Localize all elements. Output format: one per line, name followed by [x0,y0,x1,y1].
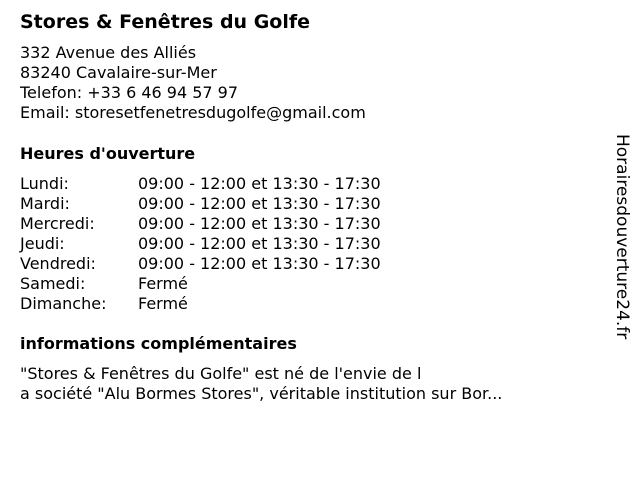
site-watermark: Horairesdouverture24.fr [612,134,632,340]
day-label: Jeudi: [20,234,65,253]
day-hours: 09:00 - 12:00 et 13:30 - 17:30 [138,234,381,253]
hours-row-samedi [20,274,381,294]
opening-hours-list [20,174,381,314]
day-hours: 09:00 - 12:00 et 13:30 - 17:30 [138,174,381,193]
hours-row-mardi [20,194,381,214]
day-label: Mardi: [20,194,70,213]
hours-row-mercredi [20,214,381,234]
day-hours: Fermé [138,274,188,293]
address-city: 83240 Cavalaire-sur-Mer [20,63,217,82]
hours-row-vendredi [20,254,381,274]
day-hours: 09:00 - 12:00 et 13:30 - 17:30 [138,254,381,273]
store-name: Stores & Fenêtres du Golfe [20,11,311,33]
day-label: Dimanche: [20,294,107,313]
address-street: 332 Avenue des Alliés [20,43,197,62]
phone-number: Telefon: +33 6 46 94 57 97 [20,83,239,102]
info-heading: informations complémentaires [20,334,297,353]
store-description [20,364,580,404]
hours-row-jeudi [20,234,381,254]
description-line: a société "Alu Bormes Stores", véritable institution sur Bor... [20,384,503,403]
hours-row-dimanche [20,294,381,314]
day-hours: 09:00 - 12:00 et 13:30 - 17:30 [138,194,381,213]
email-address: Email: storesetfenetresdugolfe@gmail.com [20,103,366,122]
day-hours: Fermé [138,294,188,313]
store-contact [20,43,366,123]
description-line: "Stores & Fenêtres du Golfe" est né de l'envie de l [20,364,422,383]
day-label: Mercredi: [20,214,95,233]
hours-heading: Heures d'ouverture [20,144,196,163]
day-label: Lundi: [20,174,69,193]
day-label: Vendredi: [20,254,96,273]
day-hours: 09:00 - 12:00 et 13:30 - 17:30 [138,214,381,233]
day-label: Samedi: [20,274,86,293]
hours-row-lundi [20,174,381,194]
